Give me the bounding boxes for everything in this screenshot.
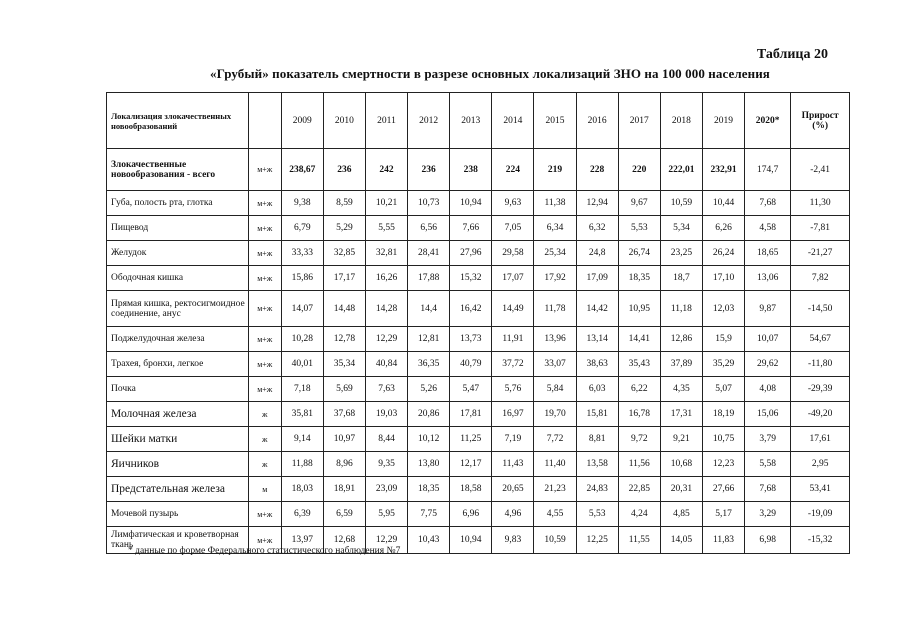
table-row	[107, 291, 850, 327]
row-value: 242	[365, 149, 407, 191]
row-localization: Шейки матки	[107, 427, 249, 452]
row-value: 222,01	[660, 149, 702, 191]
row-value: 18,7	[660, 266, 702, 291]
row-value: 18,35	[618, 266, 660, 291]
row-growth: -21,27	[791, 241, 850, 266]
table-row	[107, 327, 850, 352]
row-value: 35,34	[323, 352, 365, 377]
header-year: 2009	[281, 93, 323, 149]
row-value: 7,72	[534, 427, 576, 452]
row-growth: -7,81	[791, 216, 850, 241]
row-sex: м+ж	[248, 266, 281, 291]
row-value: 6,96	[450, 502, 492, 527]
row-value: 14,4	[408, 291, 450, 327]
row-value: 11,40	[534, 452, 576, 477]
row-value: 5,76	[492, 377, 534, 402]
row-localization: Молочная железа	[107, 402, 249, 427]
row-sex: м+ж	[248, 502, 281, 527]
footnote: * данные по форме Федерального статистического наблюдения №7	[128, 546, 401, 556]
row-value: 9,72	[618, 427, 660, 452]
row-value: 10,12	[408, 427, 450, 452]
row-value: 5,55	[365, 216, 407, 241]
row-sex: м+ж	[248, 377, 281, 402]
row-growth: -11,80	[791, 352, 850, 377]
row-value: 7,19	[492, 427, 534, 452]
row-value: 14,42	[576, 291, 618, 327]
mortality-table	[106, 92, 850, 554]
row-value: 35,43	[618, 352, 660, 377]
row-value: 224	[492, 149, 534, 191]
header-year: 2012	[408, 93, 450, 149]
row-value: 15,9	[702, 327, 744, 352]
row-growth: 7,82	[791, 266, 850, 291]
row-value: 5,84	[534, 377, 576, 402]
row-value: 12,25	[576, 527, 618, 554]
row-value: 12,78	[323, 327, 365, 352]
row-value: 5,07	[702, 377, 744, 402]
row-value: 11,25	[450, 427, 492, 452]
row-value: 9,87	[745, 291, 791, 327]
row-value: 6,59	[323, 502, 365, 527]
row-sex: ж	[248, 402, 281, 427]
row-value: 10,97	[323, 427, 365, 452]
row-value: 37,68	[323, 402, 365, 427]
row-sex: ж	[248, 452, 281, 477]
row-localization: Яичников	[107, 452, 249, 477]
row-sex: м+ж	[248, 352, 281, 377]
header-year: 2015	[534, 93, 576, 149]
row-growth: 11,30	[791, 191, 850, 216]
row-value: 10,44	[702, 191, 744, 216]
header-year: 2016	[576, 93, 618, 149]
row-value: 12,23	[702, 452, 744, 477]
row-sex: м+ж	[248, 216, 281, 241]
row-value: 17,31	[660, 402, 702, 427]
row-value: 10,94	[450, 191, 492, 216]
row-value: 37,72	[492, 352, 534, 377]
row-value: 3,29	[745, 502, 791, 527]
row-value: 14,49	[492, 291, 534, 327]
table-row	[107, 266, 850, 291]
row-value: 4,55	[534, 502, 576, 527]
header-year: 2018	[660, 93, 702, 149]
table-header-row	[107, 93, 850, 149]
row-value: 10,95	[618, 291, 660, 327]
row-sex: м+ж	[248, 149, 281, 191]
row-value: 10,59	[534, 527, 576, 554]
row-growth: -29,39	[791, 377, 850, 402]
row-value: 18,35	[408, 477, 450, 502]
row-value: 14,48	[323, 291, 365, 327]
row-value: 4,24	[618, 502, 660, 527]
row-value: 21,23	[534, 477, 576, 502]
table-row	[107, 216, 850, 241]
row-value: 24,83	[576, 477, 618, 502]
row-sex: м+ж	[248, 291, 281, 327]
row-value: 9,35	[365, 452, 407, 477]
row-value: 12,03	[702, 291, 744, 327]
row-value: 5,17	[702, 502, 744, 527]
row-growth: -19,09	[791, 502, 850, 527]
row-sex: м	[248, 477, 281, 502]
row-localization: Предстательная железа	[107, 477, 249, 502]
row-localization: Желудок	[107, 241, 249, 266]
row-value: 9,21	[660, 427, 702, 452]
row-value: 29,58	[492, 241, 534, 266]
row-value: 5,29	[323, 216, 365, 241]
row-value: 11,56	[618, 452, 660, 477]
row-value: 16,97	[492, 402, 534, 427]
row-value: 17,81	[450, 402, 492, 427]
row-value: 10,43	[408, 527, 450, 554]
row-value: 11,38	[534, 191, 576, 216]
row-value: 10,68	[660, 452, 702, 477]
header-sex	[248, 93, 281, 149]
row-sex: м+ж	[248, 191, 281, 216]
row-value: 236	[323, 149, 365, 191]
row-value: 10,59	[660, 191, 702, 216]
row-value: 7,68	[745, 191, 791, 216]
row-value: 5,26	[408, 377, 450, 402]
row-value: 6,56	[408, 216, 450, 241]
row-value: 29,62	[745, 352, 791, 377]
row-value: 9,63	[492, 191, 534, 216]
row-value: 20,65	[492, 477, 534, 502]
header-year: 2011	[365, 93, 407, 149]
table-row	[107, 502, 850, 527]
row-value: 6,34	[534, 216, 576, 241]
row-value: 14,28	[365, 291, 407, 327]
row-value: 12,29	[365, 327, 407, 352]
row-value: 15,06	[745, 402, 791, 427]
row-value: 9,83	[492, 527, 534, 554]
row-value: 10,21	[365, 191, 407, 216]
row-value: 8,59	[323, 191, 365, 216]
row-growth: -14,50	[791, 291, 850, 327]
row-localization: Трахея, бронхи, легкое	[107, 352, 249, 377]
header-year-2020: 2020*	[745, 93, 791, 149]
row-value: 22,85	[618, 477, 660, 502]
row-value: 9,67	[618, 191, 660, 216]
table-body	[107, 149, 850, 554]
row-value: 32,85	[323, 241, 365, 266]
row-value: 23,25	[660, 241, 702, 266]
row-localization: Поджелудочная железа	[107, 327, 249, 352]
row-value: 5,53	[618, 216, 660, 241]
row-value: 17,88	[408, 266, 450, 291]
row-value: 174,7	[745, 149, 791, 191]
row-value: 11,91	[492, 327, 534, 352]
row-value: 5,53	[576, 502, 618, 527]
row-value: 16,78	[618, 402, 660, 427]
row-value: 6,22	[618, 377, 660, 402]
row-value: 10,94	[450, 527, 492, 554]
header-year: 2013	[450, 93, 492, 149]
row-value: 11,83	[702, 527, 744, 554]
row-value: 16,26	[365, 266, 407, 291]
row-value: 10,28	[281, 327, 323, 352]
row-value: 18,19	[702, 402, 744, 427]
row-value: 36,35	[408, 352, 450, 377]
row-value: 8,96	[323, 452, 365, 477]
row-localization: Лимфатическая и кроветворная ткань	[107, 527, 249, 554]
table-row	[107, 477, 850, 502]
row-value: 15,81	[576, 402, 618, 427]
row-value: 19,03	[365, 402, 407, 427]
row-localization: Почка	[107, 377, 249, 402]
row-value: 5,34	[660, 216, 702, 241]
row-sex: ж	[248, 427, 281, 452]
table-label: Таблица 20	[756, 47, 828, 62]
row-value: 12,81	[408, 327, 450, 352]
table-row	[107, 241, 850, 266]
row-growth: 17,61	[791, 427, 850, 452]
row-value: 14,41	[618, 327, 660, 352]
row-value: 11,43	[492, 452, 534, 477]
row-value: 238	[450, 149, 492, 191]
row-value: 13,06	[745, 266, 791, 291]
row-sex: м+ж	[248, 241, 281, 266]
header-localization: Локализация злокачественных новообразований	[107, 93, 249, 149]
row-value: 228	[576, 149, 618, 191]
row-value: 4,35	[660, 377, 702, 402]
row-value: 12,86	[660, 327, 702, 352]
row-value: 32,81	[365, 241, 407, 266]
row-value: 11,88	[281, 452, 323, 477]
row-value: 14,07	[281, 291, 323, 327]
row-value: 15,32	[450, 266, 492, 291]
row-value: 3,79	[745, 427, 791, 452]
row-value: 5,95	[365, 502, 407, 527]
row-value: 40,84	[365, 352, 407, 377]
row-value: 13,97	[281, 527, 323, 554]
row-value: 12,17	[450, 452, 492, 477]
row-localization: Губа, полость рта, глотка	[107, 191, 249, 216]
row-localization: Прямая кишка, ректосигмоидное соединение, анус	[107, 291, 249, 327]
header-year: 2017	[618, 93, 660, 149]
row-value: 18,58	[450, 477, 492, 502]
row-value: 8,44	[365, 427, 407, 452]
page-title: «Грубый» показатель смертности в разрезе основных локализаций ЗНО на 100 000 населения	[210, 66, 770, 81]
row-value: 23,09	[365, 477, 407, 502]
row-value: 33,07	[534, 352, 576, 377]
row-value: 27,96	[450, 241, 492, 266]
row-value: 7,05	[492, 216, 534, 241]
row-growth: -15,32	[791, 527, 850, 554]
row-value: 8,81	[576, 427, 618, 452]
row-value: 18,91	[323, 477, 365, 502]
header-year: 2014	[492, 93, 534, 149]
row-value: 35,81	[281, 402, 323, 427]
row-value: 17,17	[323, 266, 365, 291]
table-row	[107, 402, 850, 427]
row-value: 17,09	[576, 266, 618, 291]
row-value: 6,79	[281, 216, 323, 241]
row-growth: 53,41	[791, 477, 850, 502]
row-value: 12,68	[323, 527, 365, 554]
row-localization: Пищевод	[107, 216, 249, 241]
row-value: 5,69	[323, 377, 365, 402]
row-value: 7,18	[281, 377, 323, 402]
header-growth: Прирост (%)	[791, 93, 850, 149]
row-value: 37,89	[660, 352, 702, 377]
row-value: 17,10	[702, 266, 744, 291]
row-value: 4,08	[745, 377, 791, 402]
row-value: 14,05	[660, 527, 702, 554]
row-value: 5,58	[745, 452, 791, 477]
row-sex: м+ж	[248, 327, 281, 352]
row-value: 7,68	[745, 477, 791, 502]
row-value: 6,39	[281, 502, 323, 527]
row-value: 4,85	[660, 502, 702, 527]
row-value: 238,67	[281, 149, 323, 191]
row-value: 12,94	[576, 191, 618, 216]
row-value: 220	[618, 149, 660, 191]
row-value: 6,03	[576, 377, 618, 402]
row-value: 7,66	[450, 216, 492, 241]
row-value: 20,31	[660, 477, 702, 502]
row-value: 236	[408, 149, 450, 191]
row-value: 20,86	[408, 402, 450, 427]
table-row	[107, 352, 850, 377]
row-value: 4,58	[745, 216, 791, 241]
row-value: 17,07	[492, 266, 534, 291]
table-row	[107, 452, 850, 477]
row-localization: Мочевой пузырь	[107, 502, 249, 527]
header-year: 2019	[702, 93, 744, 149]
row-value: 13,73	[450, 327, 492, 352]
row-value: 232,91	[702, 149, 744, 191]
row-value: 28,41	[408, 241, 450, 266]
row-value: 35,29	[702, 352, 744, 377]
row-value: 11,78	[534, 291, 576, 327]
row-value: 13,58	[576, 452, 618, 477]
row-value: 26,74	[618, 241, 660, 266]
row-value: 18,03	[281, 477, 323, 502]
row-value: 38,63	[576, 352, 618, 377]
row-value: 33,33	[281, 241, 323, 266]
row-value: 24,8	[576, 241, 618, 266]
row-value: 9,14	[281, 427, 323, 452]
row-value: 6,26	[702, 216, 744, 241]
table-row	[107, 377, 850, 402]
row-value: 26,24	[702, 241, 744, 266]
row-value: 19,70	[534, 402, 576, 427]
row-value: 7,63	[365, 377, 407, 402]
row-value: 18,65	[745, 241, 791, 266]
header-year: 2010	[323, 93, 365, 149]
row-growth: -49,20	[791, 402, 850, 427]
row-growth: -2,41	[791, 149, 850, 191]
table-row	[107, 427, 850, 452]
row-value: 27,66	[702, 477, 744, 502]
row-value: 13,96	[534, 327, 576, 352]
row-value: 5,47	[450, 377, 492, 402]
row-value: 17,92	[534, 266, 576, 291]
row-value: 9,38	[281, 191, 323, 216]
row-value: 40,79	[450, 352, 492, 377]
row-value: 15,86	[281, 266, 323, 291]
row-localization: Ободочная кишка	[107, 266, 249, 291]
row-value: 10,07	[745, 327, 791, 352]
row-value: 10,73	[408, 191, 450, 216]
row-value: 12,29	[365, 527, 407, 554]
row-value: 6,98	[745, 527, 791, 554]
row-value: 4,96	[492, 502, 534, 527]
row-value: 219	[534, 149, 576, 191]
row-value: 11,18	[660, 291, 702, 327]
table-row	[107, 191, 850, 216]
row-sex: м+ж	[248, 527, 281, 554]
row-value: 40,01	[281, 352, 323, 377]
row-value: 25,34	[534, 241, 576, 266]
row-value: 11,55	[618, 527, 660, 554]
row-value: 16,42	[450, 291, 492, 327]
row-value: 13,80	[408, 452, 450, 477]
row-growth: 54,67	[791, 327, 850, 352]
row-value: 6,32	[576, 216, 618, 241]
row-value: 10,75	[702, 427, 744, 452]
row-value: 13,14	[576, 327, 618, 352]
row-localization: Злокачественные новообразования - всего	[107, 149, 249, 191]
row-growth: 2,95	[791, 452, 850, 477]
table-row	[107, 149, 850, 191]
row-value: 7,75	[408, 502, 450, 527]
